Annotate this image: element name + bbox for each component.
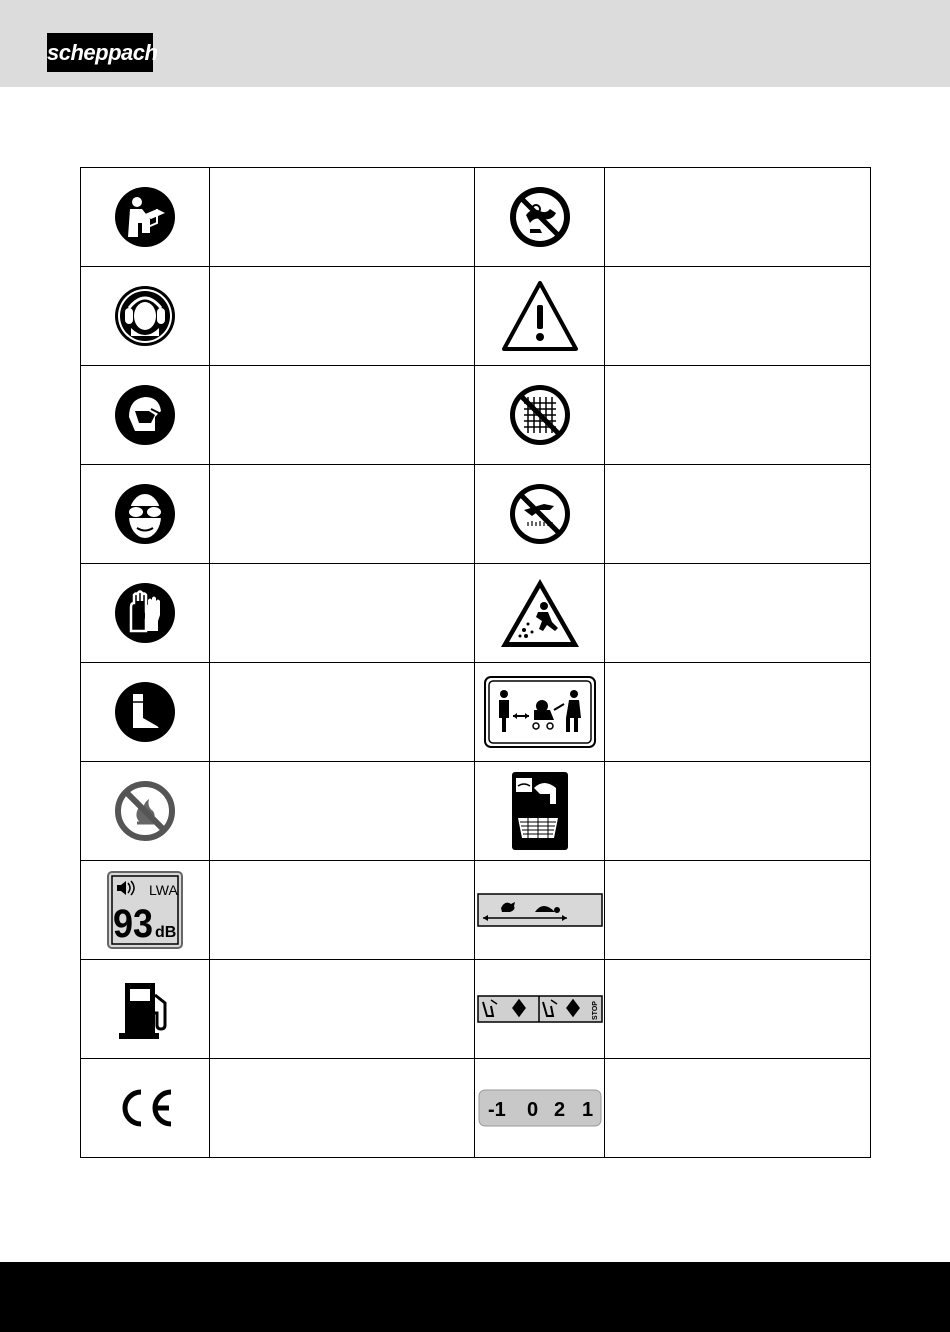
no-open-flame-icon bbox=[113, 779, 177, 843]
table-row bbox=[81, 762, 871, 861]
symbol-description bbox=[210, 168, 475, 267]
read-manual-icon bbox=[113, 185, 177, 249]
table-row bbox=[81, 663, 871, 762]
symbol-description bbox=[605, 465, 871, 564]
symbol-description bbox=[605, 564, 871, 663]
symbol-description bbox=[210, 861, 475, 960]
symbol-description bbox=[210, 366, 475, 465]
symbol-description bbox=[605, 762, 871, 861]
symbol-description bbox=[210, 564, 475, 663]
symbol-description bbox=[605, 366, 871, 465]
gear-value-second: 2 bbox=[553, 1099, 565, 1121]
empty-collection-bag-icon bbox=[512, 772, 568, 850]
safety-goggles-icon bbox=[113, 482, 177, 546]
page-footer bbox=[0, 1262, 950, 1332]
symbol-description bbox=[605, 861, 871, 960]
symbol-description bbox=[605, 168, 871, 267]
keep-distance-icon bbox=[484, 676, 596, 748]
warning-triangle-icon bbox=[500, 279, 580, 353]
blade-lever-icon bbox=[477, 994, 603, 1024]
symbol-description bbox=[605, 1059, 871, 1158]
symbol-description bbox=[605, 663, 871, 762]
no-hands-feet-near-blades-icon bbox=[508, 185, 572, 249]
blade-stop-label: STOP bbox=[591, 1001, 599, 1020]
table-row bbox=[81, 1059, 871, 1158]
gloves-icon bbox=[113, 581, 177, 645]
table-row bbox=[81, 960, 871, 1059]
symbol-description bbox=[210, 465, 475, 564]
speed-control-icon bbox=[477, 892, 603, 928]
fuel-pump-icon bbox=[113, 977, 177, 1041]
flying-debris-warning-icon bbox=[498, 576, 582, 650]
table-row bbox=[81, 861, 871, 960]
sound-unit: dB bbox=[155, 924, 177, 941]
table-row bbox=[81, 366, 871, 465]
symbol-description bbox=[605, 960, 871, 1059]
page-header bbox=[0, 0, 950, 87]
scheppach-logo: scheppach bbox=[47, 33, 153, 72]
table-row bbox=[81, 564, 871, 663]
no-grid-removal-icon bbox=[508, 383, 572, 447]
sound-value: 93 bbox=[113, 902, 153, 946]
symbol-description bbox=[210, 960, 475, 1059]
symbol-description bbox=[210, 663, 475, 762]
table-row bbox=[81, 465, 871, 564]
symbol-description bbox=[210, 762, 475, 861]
table-row bbox=[81, 267, 871, 366]
no-hand-near-cutter-icon bbox=[508, 482, 572, 546]
ear-protection-icon bbox=[113, 284, 177, 348]
table-row bbox=[81, 168, 871, 267]
sound-power-level-icon bbox=[107, 871, 183, 949]
symbol-description bbox=[210, 1059, 475, 1158]
gear-value-neutral: 0 bbox=[526, 1099, 538, 1121]
face-mask-icon bbox=[113, 383, 177, 447]
symbol-description bbox=[210, 267, 475, 366]
gear-indicator-icon bbox=[478, 1089, 602, 1127]
symbol-description bbox=[605, 267, 871, 366]
gear-value-reverse: -1 bbox=[487, 1099, 506, 1121]
ce-mark-icon bbox=[113, 1088, 177, 1128]
safety-boots-icon bbox=[113, 680, 177, 744]
symbols-table bbox=[80, 167, 871, 1158]
gear-value-first: 1 bbox=[581, 1099, 593, 1121]
sound-symbol-label: LWA bbox=[149, 882, 178, 898]
